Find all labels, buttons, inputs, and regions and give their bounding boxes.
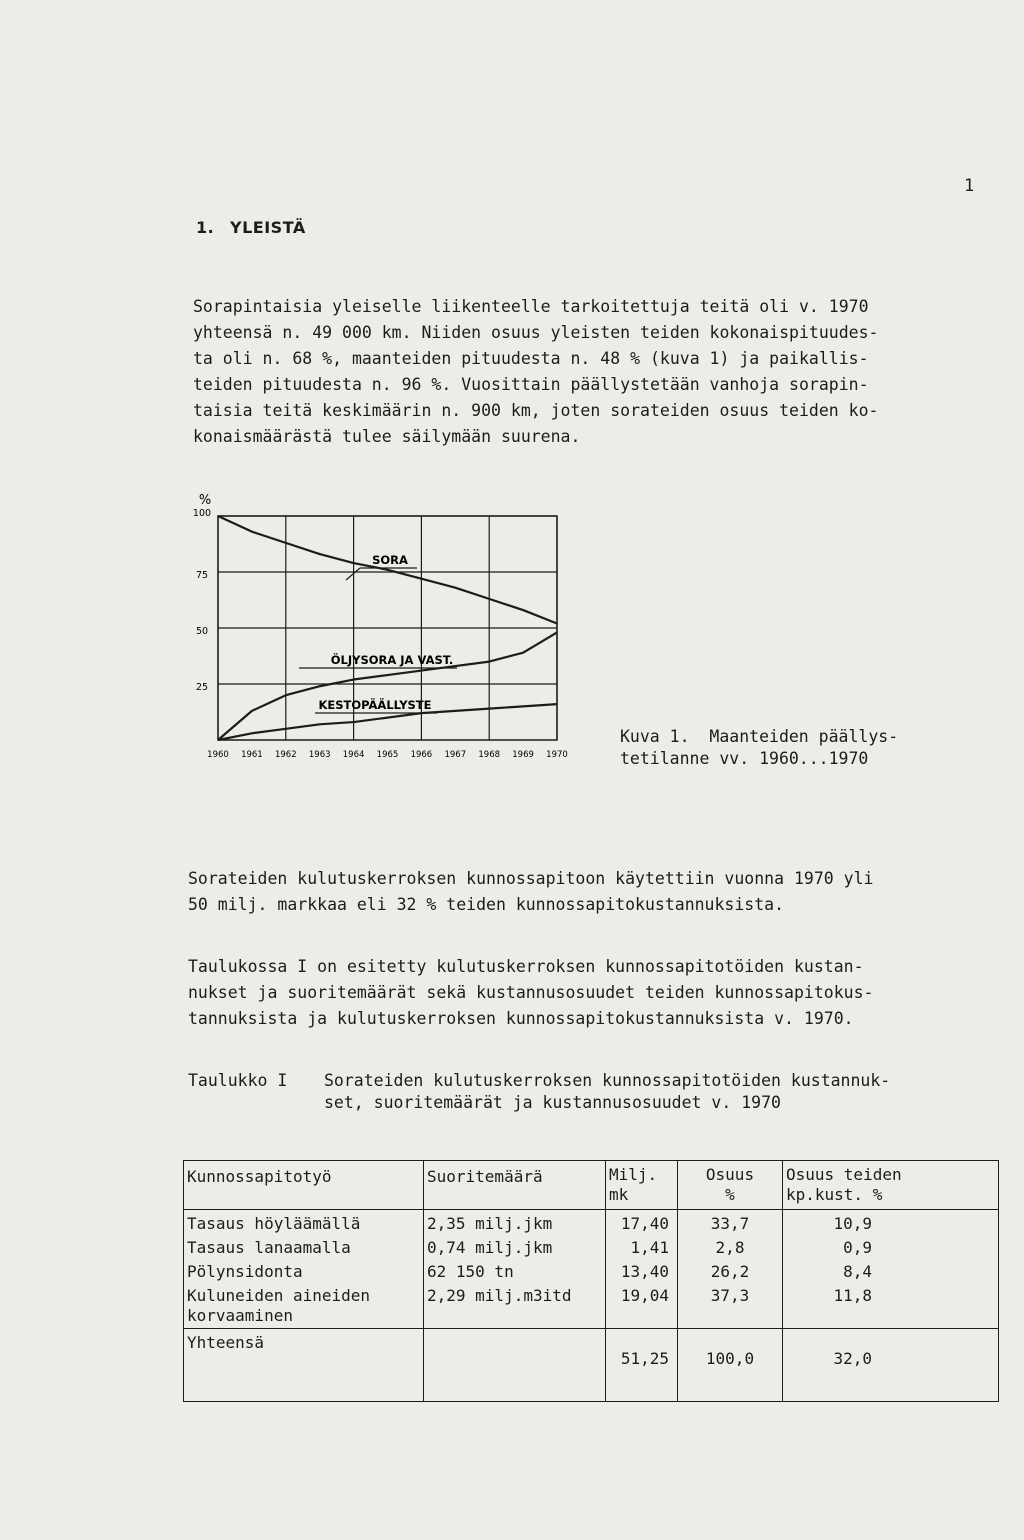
y-tick-label: 75 bbox=[195, 570, 209, 581]
x-tick-label: 1965 bbox=[376, 750, 399, 760]
series-label: KESTOPÄÄLLYSTE bbox=[318, 698, 432, 712]
header-line: Milj. bbox=[609, 1165, 658, 1184]
table-caption-line: Sorateiden kulutuskerroksen kunnossapitotöiden kustannuk- bbox=[324, 1071, 891, 1090]
table-row bbox=[184, 1262, 999, 1286]
cell-mmk: 13,40 bbox=[606, 1262, 678, 1286]
intro-paragraph bbox=[193, 294, 878, 450]
cell-share: 26,2 bbox=[678, 1262, 783, 1286]
paragraph-line: konaismäärästä tulee säilymään suurena. bbox=[193, 427, 581, 446]
header-line: % bbox=[725, 1185, 735, 1204]
figure-caption-line: tetilanne vv. 1960...1970 bbox=[620, 749, 869, 768]
header-line: Osuus bbox=[705, 1165, 755, 1184]
section-heading bbox=[196, 218, 306, 237]
cell-total-mmk: 51,25 bbox=[606, 1329, 678, 1402]
header-mmk bbox=[606, 1161, 678, 1210]
header-amount: Suoritemäärä bbox=[424, 1161, 606, 1210]
road-surface-chart bbox=[185, 488, 585, 778]
cell-mmk: 19,04 bbox=[606, 1286, 678, 1329]
x-tick-label: 1962 bbox=[274, 750, 297, 760]
table-total-row bbox=[184, 1329, 999, 1402]
figure-caption-line: Kuva 1. Maanteiden päällys- bbox=[620, 727, 899, 746]
x-tick-label: 1966 bbox=[410, 750, 433, 760]
cell-work: Pölynsidonta bbox=[184, 1262, 424, 1286]
x-tick-label: 1967 bbox=[444, 750, 467, 760]
x-tick-label: 1970 bbox=[546, 750, 568, 760]
cell-line: Kuluneiden aineiden bbox=[187, 1286, 371, 1305]
y-tick-label: 100 bbox=[192, 508, 212, 519]
y-tick-label: 50 bbox=[195, 626, 209, 637]
chart-labels bbox=[193, 493, 568, 760]
maintenance-table bbox=[183, 1160, 999, 1402]
cell-total-share-total: 32,0 bbox=[783, 1329, 999, 1402]
cell-line: korvaaminen bbox=[187, 1306, 293, 1325]
x-tick-label: 1963 bbox=[308, 750, 331, 760]
table-row bbox=[184, 1286, 999, 1329]
y-axis-label: % bbox=[198, 493, 212, 508]
paragraph-line: Sorateiden kulutuskerroksen kunnossapitoon käytettiin vuonna 1970 yli bbox=[188, 869, 874, 888]
x-tick-label: 1964 bbox=[342, 750, 365, 760]
cell-share: 33,7 bbox=[678, 1210, 783, 1239]
paragraph-line: nukset ja suoritemäärät sekä kustannusosuudet teiden kunnossapitokus- bbox=[188, 983, 874, 1002]
cell-amount: 0,74 milj.jkm bbox=[424, 1238, 606, 1262]
paragraph-line: teiden pituudesta n. 96 %. Vuosittain päällystetään vanhoja sorapin- bbox=[193, 375, 869, 394]
cell-work bbox=[184, 1286, 424, 1329]
paragraph-line: ta oli n. 68 %, maanteiden pituudesta n. 48 % (kuva 1) ja paikallis- bbox=[193, 349, 869, 368]
figure-caption bbox=[620, 726, 898, 770]
header-work: Kunnossapitotyö bbox=[184, 1161, 424, 1210]
cell-share: 37,3 bbox=[678, 1286, 783, 1329]
header-share bbox=[678, 1161, 783, 1210]
cell-share-total: 8,4 bbox=[783, 1262, 999, 1286]
paragraph-line: 50 milj. markkaa eli 32 % teiden kunnossapitokustannuksista. bbox=[188, 895, 785, 914]
cell-share-total: 11,8 bbox=[783, 1286, 999, 1329]
table-row bbox=[184, 1238, 999, 1262]
header-line: mk bbox=[609, 1185, 629, 1204]
table-caption-line: set, suoritemäärät ja kustannusosuudet v. 1970 bbox=[324, 1093, 781, 1112]
table-caption-text bbox=[324, 1070, 1004, 1114]
cell-work: Tasaus höyläämällä bbox=[184, 1210, 424, 1239]
header-line: Osuus teiden bbox=[786, 1165, 902, 1184]
cell-amount: 62 150 tn bbox=[424, 1262, 606, 1286]
y-tick-label: 25 bbox=[195, 682, 209, 693]
cell-share-total: 0,9 bbox=[783, 1238, 999, 1262]
paragraph-line: Taulukossa I on esitetty kulutuskerroksen kunnossapitotöiden kustan- bbox=[188, 957, 864, 976]
x-tick-label: 1960 bbox=[207, 750, 229, 760]
cell-total-label: Yhteensä bbox=[184, 1329, 424, 1402]
cell-amount: 2,29 milj.m3itd bbox=[424, 1286, 606, 1329]
series-label: SORA bbox=[372, 553, 408, 567]
section-title: YLEISTÄ bbox=[230, 218, 306, 237]
table-row bbox=[184, 1210, 999, 1239]
cell-share: 2,8 bbox=[678, 1238, 783, 1262]
table-caption-label: Taulukko I bbox=[188, 1071, 288, 1090]
series-line-1 bbox=[218, 516, 557, 624]
cell-mmk: 1,41 bbox=[606, 1238, 678, 1262]
section-number: 1. bbox=[196, 218, 215, 237]
cell-amount: 2,35 milj.jkm bbox=[424, 1210, 606, 1239]
x-tick-label: 1969 bbox=[512, 750, 534, 760]
x-tick-label: 1961 bbox=[241, 750, 263, 760]
header-line: kp.kust. % bbox=[786, 1185, 883, 1204]
header-share-total bbox=[783, 1161, 999, 1210]
cell-mmk: 17,40 bbox=[606, 1210, 678, 1239]
paragraph-line: yhteensä n. 49 000 km. Niiden osuus yleisten teiden kokonaispituudes- bbox=[193, 323, 879, 342]
paragraph-line: Sorapintaisia yleiselle liikenteelle tarkoitettuja teitä oli v. 1970 bbox=[193, 297, 869, 316]
maintenance-cost-paragraph bbox=[188, 866, 873, 918]
cell-total-share: 100,0 bbox=[678, 1329, 783, 1402]
series-line-2 bbox=[218, 632, 557, 740]
x-tick-label: 1968 bbox=[478, 750, 501, 760]
table-header-row bbox=[184, 1161, 999, 1210]
series-label: ÖLJYSORA JA VAST. bbox=[330, 653, 454, 667]
paragraph-line: tannuksista ja kulutuskerroksen kunnossapitokustannuksista v. 1970. bbox=[188, 1009, 854, 1028]
cell-share-total: 10,9 bbox=[783, 1210, 999, 1239]
page-number: 1 bbox=[964, 176, 975, 196]
paragraph-line: taisia teitä keskimäärin n. 900 km, joten sorateiden osuus teiden ko- bbox=[193, 401, 879, 420]
cell-total-amount bbox=[424, 1329, 606, 1402]
cell-work: Tasaus lanaamalla bbox=[184, 1238, 424, 1262]
table-intro-paragraph bbox=[188, 954, 873, 1032]
